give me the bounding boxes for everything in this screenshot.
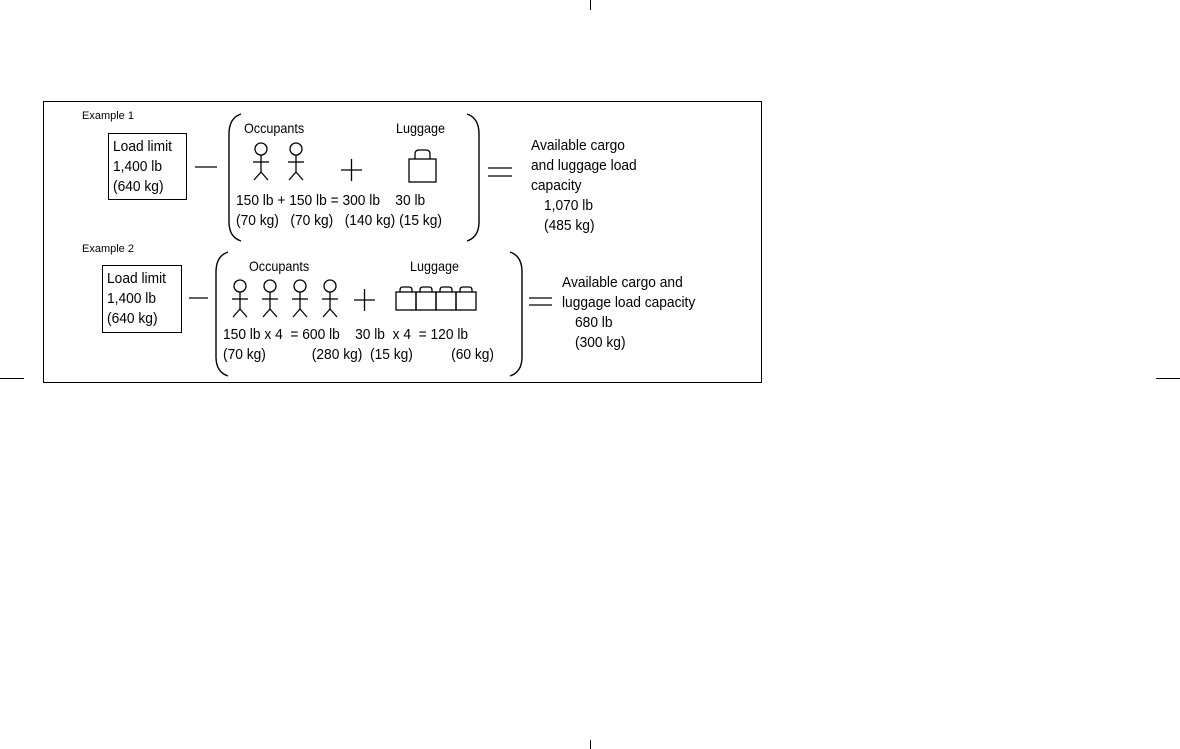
example-1-calc-line-1: 150 lb + 150 lb = 300 lb 30 lb [236,193,426,209]
person-icon [262,280,278,317]
plus-sign [354,289,375,311]
luggage-icon [396,287,416,310]
example-2-title: Example 2 [82,243,134,255]
example-1-calc-line-2: (70 kg) (70 kg) (140 kg) (15 kg) [236,213,442,229]
load-limit-label: Load limit [107,271,166,287]
example-1-result-line-3: capacity [531,178,582,194]
example-2-calc-line-2: (70 kg) (280 kg) (15 kg) (60 kg) [223,347,495,363]
luggage-icon [456,287,476,310]
example-2-luggage-label: Luggage [410,258,460,274]
person-icon [292,280,308,317]
luggage-icon [416,287,436,310]
load-limit-kg: (640 kg) [107,311,158,327]
load-limit-lb: 1,400 lb [107,291,157,307]
example-1-right-paren [467,114,479,241]
example-1-result-lb: 1,070 lb [544,198,594,214]
example-2-equals-sign [529,298,552,305]
person-icon [322,280,338,317]
example-1-result-line-2: and luggage load [531,158,637,174]
example-1-result-kg: (485 kg) [544,218,595,234]
example-1-luggage-label: Luggage [396,120,446,136]
plus-sign [341,159,362,181]
example-1-left-paren [229,114,241,241]
example-2-left-paren [216,252,228,376]
example-1-occupants-label: Occupants [244,120,305,136]
example-1-title: Example 1 [82,110,134,122]
load-limit-label: Load limit [113,139,172,155]
example-2-result-line-1: Available cargo and [562,275,683,291]
person-icon [232,280,248,317]
luggage-icon [436,287,456,310]
example-1-result-line-1: Available cargo [531,138,625,154]
example-1-equals-sign [488,168,512,176]
example-2-occupants-label: Occupants [249,258,310,274]
example-2-calc-line-1: 150 lb x 4 = 600 lb 30 lb x 4 = 120 lb [223,327,469,343]
example-2-result-kg: (300 kg) [575,335,626,351]
example-2-result-lb: 680 lb [575,315,613,331]
luggage-icon [409,150,436,182]
load-limit-lb: 1,400 lb [113,159,163,175]
example-2-result-line-2: luggage load capacity [562,295,696,311]
person-icon [253,143,269,180]
person-icon [288,143,304,180]
example-2-right-paren [510,252,522,376]
load-limit-kg: (640 kg) [113,179,164,195]
